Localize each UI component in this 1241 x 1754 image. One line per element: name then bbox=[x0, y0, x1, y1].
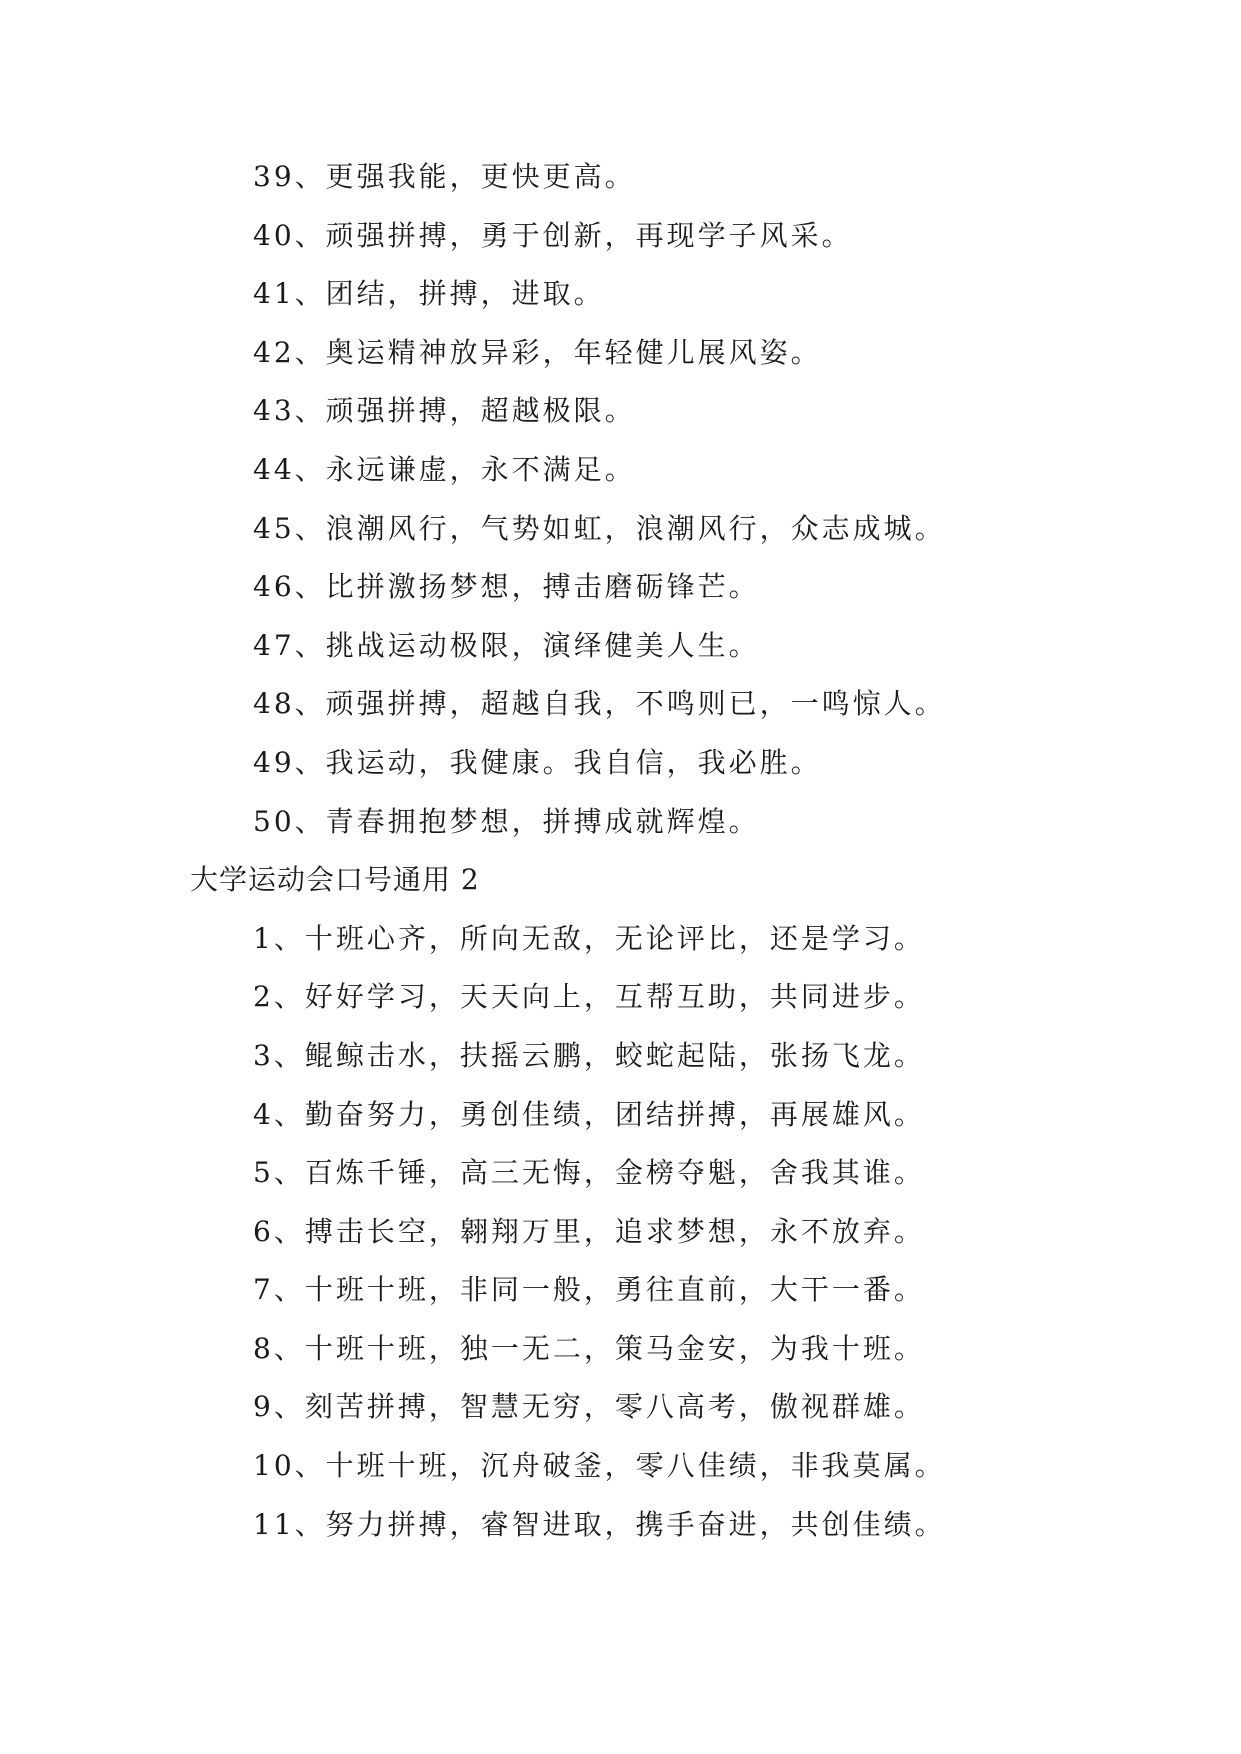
document-body bbox=[0, 148, 1241, 1554]
list-item: 10、十班十班，沉舟破釜，零八佳绩，非我莫属。 bbox=[253, 1449, 946, 1483]
list-item: 2、好好学习，天天向上，互帮互助，共同进步。 bbox=[253, 980, 925, 1014]
list-item: 5、百炼千锤，高三无悔，金榜夺魁，舍我其谁。 bbox=[253, 1156, 925, 1190]
list-item: 8、十班十班，独一无二，策马金安，为我十班。 bbox=[253, 1331, 925, 1365]
list-item: 3、鲲鲸击水，扶摇云鹏，蛟蛇起陆，张扬飞龙。 bbox=[253, 1038, 925, 1072]
list-item: 44、永远谦虚，永不满足。 bbox=[253, 452, 636, 486]
list-item: 41、团结，拼搏，进取。 bbox=[253, 277, 605, 311]
list-item: 43、顽强拼搏，超越极限。 bbox=[253, 394, 636, 428]
list-item: 48、顽强拼搏，超越自我，不鸣则已，一鸣惊人。 bbox=[253, 687, 946, 721]
list-item: 11、努力拼搏，睿智进取，携手奋进，共创佳绩。 bbox=[253, 1507, 946, 1541]
list-item: 45、浪潮风行，气势如虹，浪潮风行，众志成城。 bbox=[253, 511, 946, 545]
section-heading: 大学运动会口号通用 2 bbox=[190, 863, 480, 897]
list-item: 4、勤奋努力，勇创佳绩，团结拼搏，再展雄风。 bbox=[253, 1097, 925, 1131]
list-item: 49、我运动，我健康。我自信，我必胜。 bbox=[253, 745, 822, 779]
list-item: 9、刻苦拼搏，智慧无穷，零八高考，傲视群雄。 bbox=[253, 1390, 925, 1424]
list-item: 1、十班心齐，所向无敌，无论评比，还是学习。 bbox=[253, 921, 925, 955]
list-item: 50、青春拥抱梦想，拼搏成就辉煌。 bbox=[253, 804, 760, 838]
list-item: 42、奥运精神放异彩，年轻健儿展风姿。 bbox=[253, 335, 822, 369]
list-item: 40、顽强拼搏，勇于创新，再现学子风采。 bbox=[253, 218, 853, 252]
list-item: 7、十班十班，非同一般，勇往直前，大干一番。 bbox=[253, 1273, 925, 1307]
list-item: 39、更强我能，更快更高。 bbox=[253, 160, 636, 193]
list-item: 6、搏击长空，翱翔万里，追求梦想，永不放弃。 bbox=[253, 1214, 925, 1248]
list-item: 47、挑战运动极限，演绎健美人生。 bbox=[253, 628, 760, 662]
list-item: 46、比拼激扬梦想，搏击磨砺锋芒。 bbox=[253, 570, 760, 604]
